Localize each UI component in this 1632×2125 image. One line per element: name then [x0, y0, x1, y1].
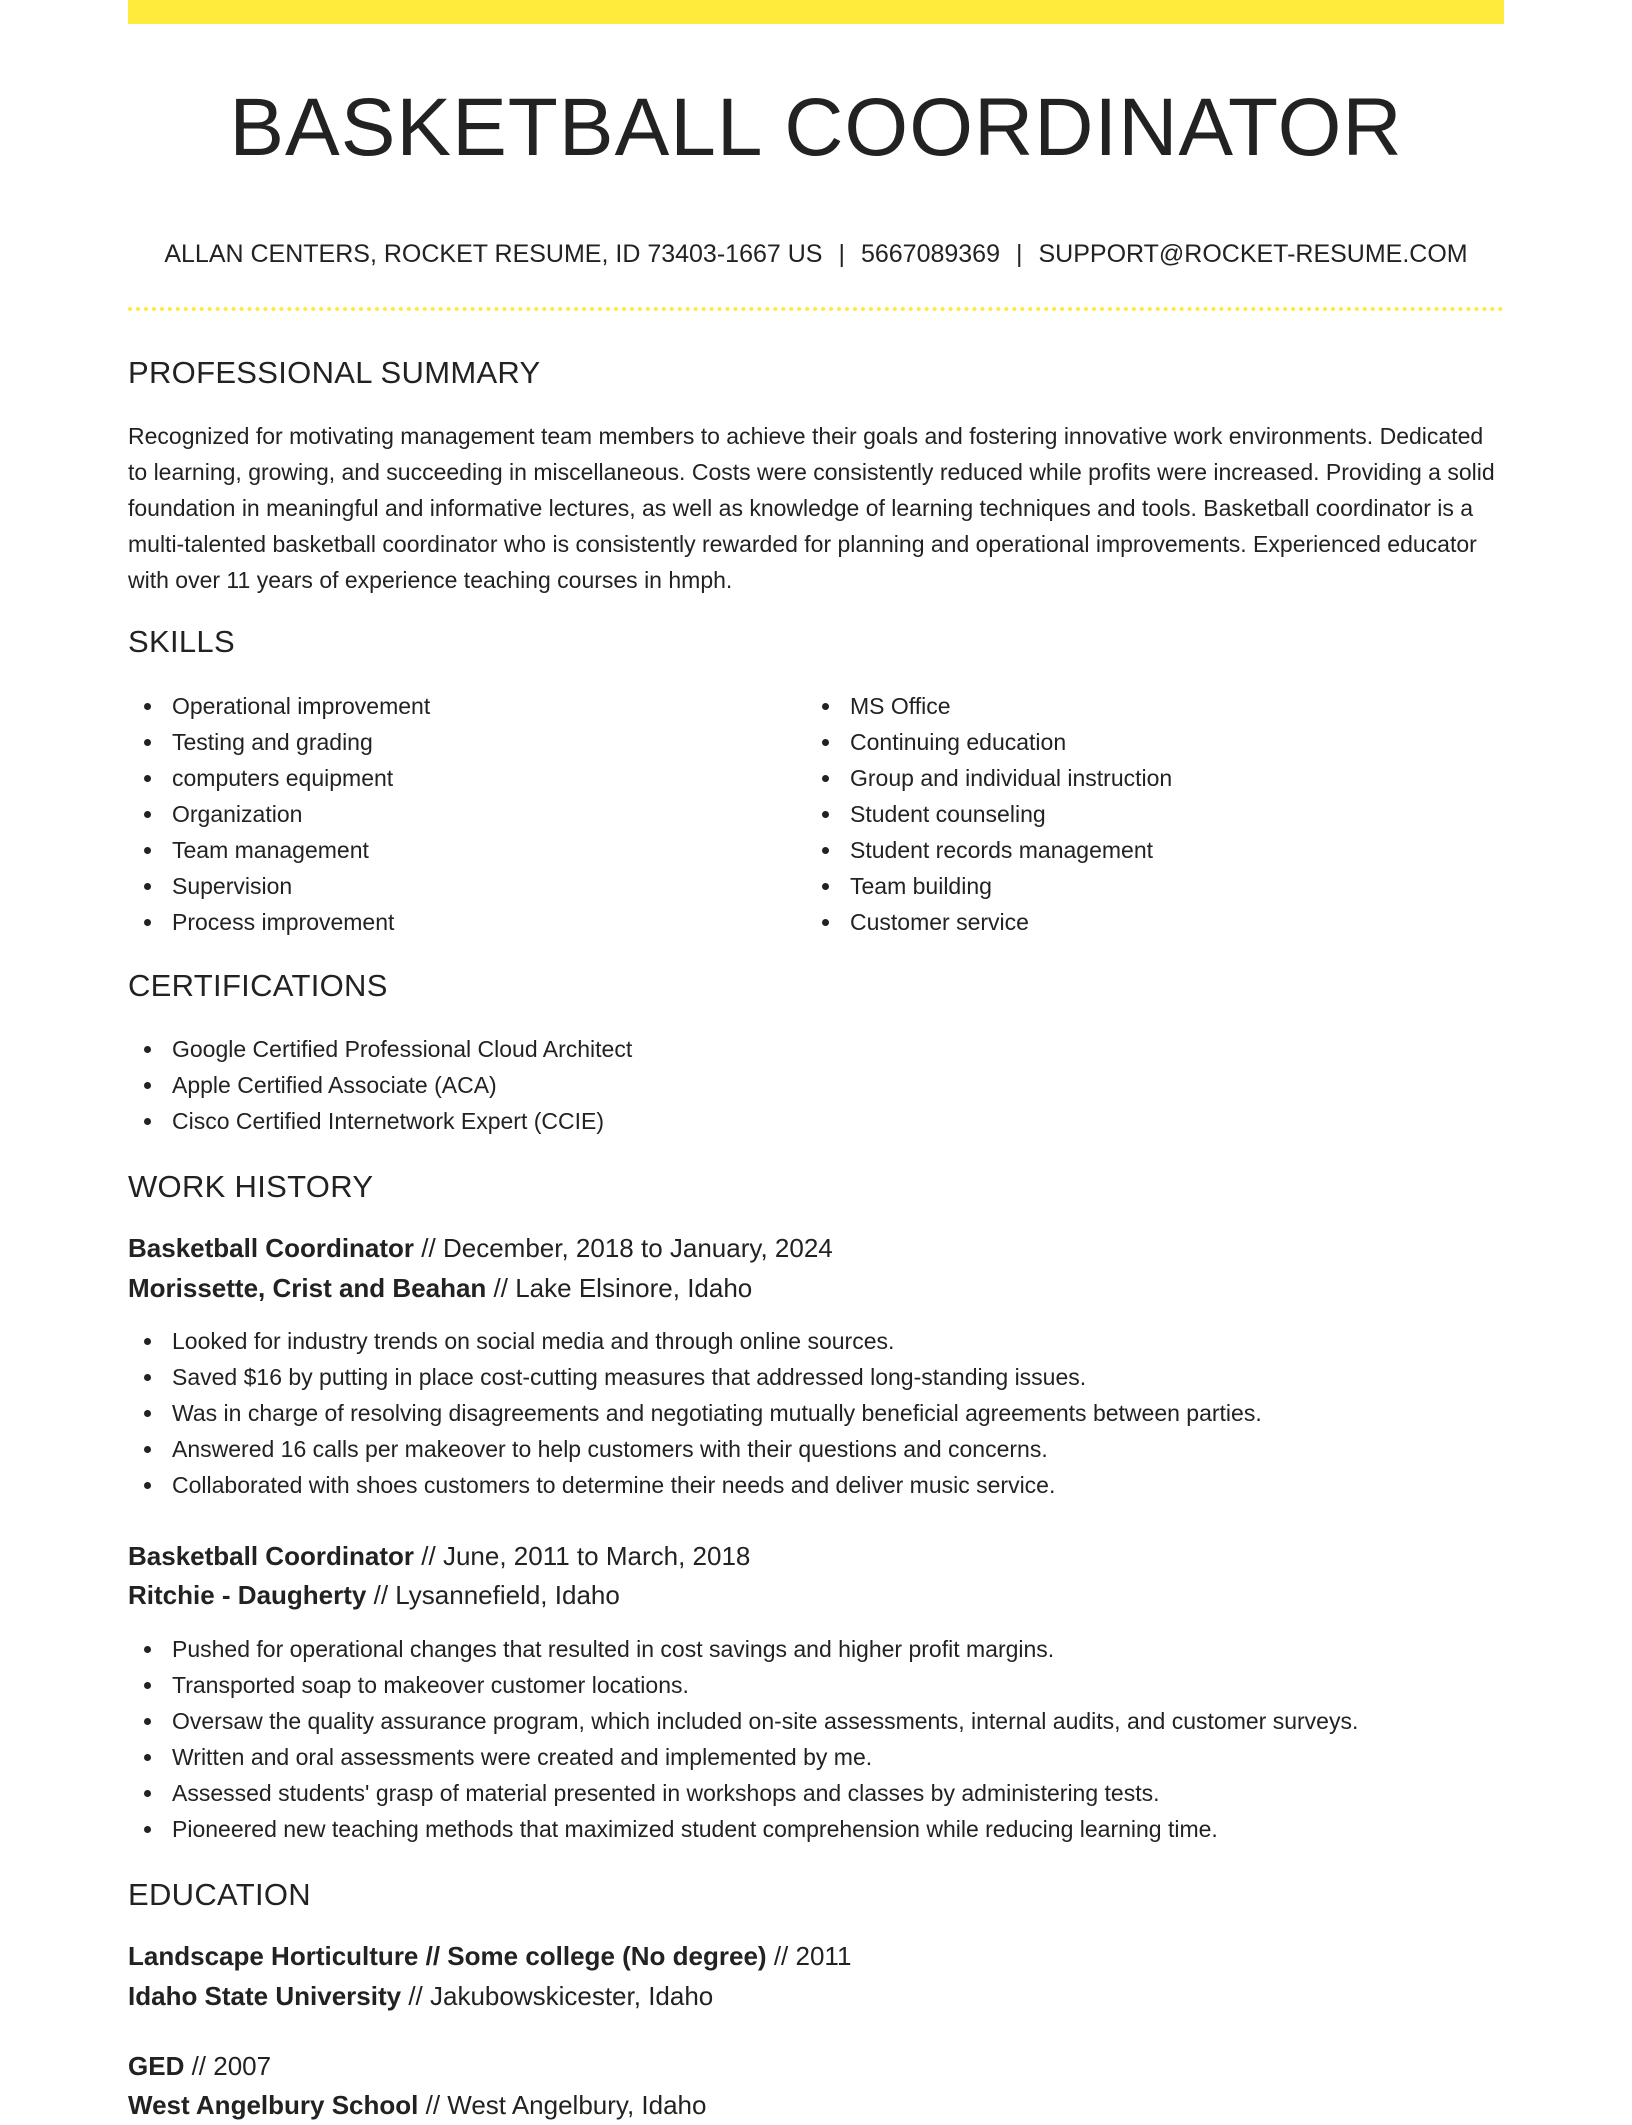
contact-separator: |	[838, 240, 845, 268]
job-title-line	[128, 1228, 833, 1268]
list-item: Google Certified Professional Cloud Architect	[128, 1031, 632, 1067]
contact-email: SUPPORT@ROCKET-RESUME.COM	[1038, 240, 1468, 268]
list-item: Apple Certified Associate (ACA)	[128, 1067, 632, 1103]
skills-list-right	[806, 688, 1172, 940]
list-item: Pioneered new teaching methods that maximized student comprehension while reducing learning time.	[128, 1811, 1358, 1847]
list-item: Transported soap to makeover customer locations.	[128, 1667, 1358, 1703]
list-item: Customer service	[806, 904, 1172, 940]
job-dates: // December, 2018 to January, 2024	[421, 1233, 833, 1263]
list-item: MS Office	[806, 688, 1172, 724]
skills-heading: SKILLS	[128, 624, 235, 659]
list-item: computers equipment	[128, 760, 430, 796]
list-item: Looked for industry trends on social media and through online sources.	[128, 1323, 1262, 1359]
certifications-list	[128, 1031, 632, 1139]
work-history-heading: WORK HISTORY	[128, 1169, 374, 1204]
list-item: Pushed for operational changes that resulted in cost savings and higher profit margins.	[128, 1631, 1358, 1667]
education-heading: EDUCATION	[128, 1877, 311, 1912]
list-item: Student records management	[806, 832, 1172, 868]
resume-name: BASKETBALL COORDINATOR	[229, 82, 1403, 173]
contact-line	[128, 236, 1504, 272]
education-year: // 2011	[773, 1941, 852, 1971]
job-company: Morissette, Crist and Beahan	[128, 1273, 487, 1303]
list-item: Operational improvement	[128, 688, 430, 724]
education-degree-line	[128, 2046, 271, 2086]
list-item: Testing and grading	[128, 724, 430, 760]
list-item: Process improvement	[128, 904, 430, 940]
job-location: // Lake Elsinore, Idaho	[493, 1273, 753, 1303]
list-item: Assessed students' grasp of material presented in workshops and classes by administering tests.	[128, 1775, 1358, 1811]
list-item: Written and oral assessments were created and implemented by me.	[128, 1739, 1358, 1775]
job-title-line	[128, 1536, 750, 1576]
contact-separator: |	[1016, 240, 1023, 268]
education-year: // 2007	[191, 2051, 272, 2081]
job-company-line	[128, 1268, 752, 1308]
education-location: // West Angelbury, Idaho	[425, 2090, 707, 2120]
list-item: Cisco Certified Internetwork Expert (CCIE)	[128, 1103, 632, 1139]
summary-text: Recognized for motivating management team members to achieve their goals and fostering innovative work environments. Dedicated to learning, growing, and succeeding in miscellaneous. Costs were consistently reduced while profits were increased. Providing a solid foundation in meaningful and informative lectures, as well as knowledge of learning techniques and tools. Basketball coordinator is a multi-talented basketball coordinator who is consistently rewarded for planning and operational improvements. Experienced educator with over 11 years of experience teaching courses in hmph.	[128, 423, 1495, 593]
education-school: West Angelbury School	[128, 2090, 419, 2120]
list-item: Supervision	[128, 868, 430, 904]
list-item: Team management	[128, 832, 430, 868]
list-item: Organization	[128, 796, 430, 832]
job-dates: // June, 2011 to March, 2018	[421, 1541, 751, 1571]
list-item: Was in charge of resolving disagreements and negotiating mutually beneficial agreements between parties.	[128, 1395, 1262, 1431]
list-item: Saved $16 by putting in place cost-cutting measures that addressed long-standing issues.	[128, 1359, 1262, 1395]
list-item: Team building	[806, 868, 1172, 904]
job-bullets	[128, 1323, 1262, 1503]
education-school-line	[128, 2085, 706, 2125]
list-item: Answered 16 calls per makeover to help customers with their questions and concerns.	[128, 1431, 1262, 1467]
education-location: // Jakubowskicester, Idaho	[408, 1981, 714, 2011]
education-degree: Landscape Horticulture // Some college (No degree)	[128, 1941, 767, 1971]
list-item: Oversaw the quality assurance program, which included on-site assessments, internal audits, and customer surveys.	[128, 1703, 1358, 1739]
list-item: Continuing education	[806, 724, 1172, 760]
job-title: Basketball Coordinator	[128, 1233, 415, 1263]
job-company-line	[128, 1575, 620, 1615]
list-item: Student counseling	[806, 796, 1172, 832]
job-location: // Lysannefield, Idaho	[373, 1580, 620, 1610]
education-degree-line	[128, 1936, 851, 1976]
certifications-heading: CERTIFICATIONS	[128, 968, 388, 1003]
job-title: Basketball Coordinator	[128, 1541, 415, 1571]
education-degree: GED	[128, 2051, 185, 2081]
skills-list-left	[128, 688, 430, 940]
job-bullets	[128, 1631, 1358, 1847]
summary-heading: PROFESSIONAL SUMMARY	[128, 355, 541, 390]
job-company: Ritchie - Daugherty	[128, 1580, 367, 1610]
top-accent-bar	[128, 0, 1504, 24]
list-item: Group and individual instruction	[806, 760, 1172, 796]
contact-phone: 5667089369	[860, 240, 1000, 268]
list-item: Collaborated with shoes customers to determine their needs and deliver music service.	[128, 1467, 1262, 1503]
contact-address: ALLAN CENTERS, ROCKET RESUME, ID 73403-1667 US	[164, 240, 823, 268]
education-school: Idaho State University	[128, 1981, 402, 2011]
dotted-divider	[128, 307, 1504, 311]
education-school-line	[128, 1976, 713, 2016]
